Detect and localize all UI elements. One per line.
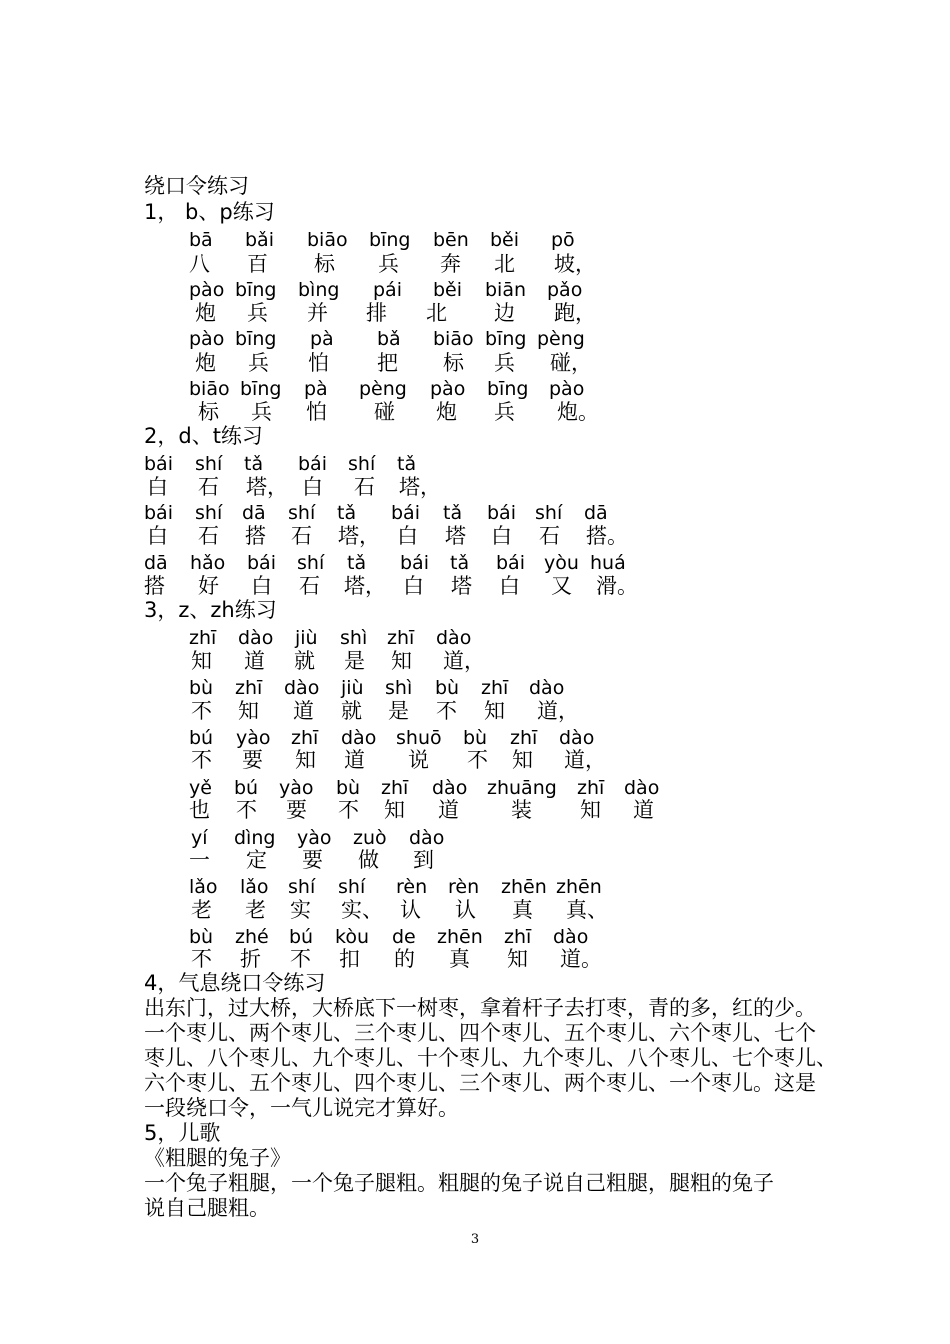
pinyin-syllable: dìng: [234, 827, 276, 849]
hanzi-character: 真: [512, 898, 533, 922]
pinyin-syllable: pǎo: [547, 279, 583, 301]
pinyin-syllable: bīng: [235, 279, 277, 301]
pinyin-syllable: pō: [551, 229, 575, 251]
pinyin-syllable: lǎo: [240, 876, 269, 898]
hanzi-character: 搭: [144, 574, 165, 598]
poem-title: 《粗腿的兔子》: [144, 1146, 291, 1170]
pinyin-syllable: shuō: [396, 727, 442, 749]
hanzi-character: 塔: [451, 574, 472, 598]
hanzi-character: 不: [191, 699, 212, 723]
hanzi-character: 坡，: [554, 252, 596, 276]
hanzi-character: 道: [633, 798, 654, 822]
hanzi-character: 边: [494, 301, 515, 325]
section-heading-zzh: 3，z、zh练习: [144, 598, 277, 622]
hanzi-character: 就: [341, 699, 362, 723]
pinyin-syllable: bīng: [369, 229, 411, 251]
hanzi-character: 北: [426, 301, 447, 325]
pinyin-syllable: bù: [435, 677, 460, 699]
hanzi-character: 不: [236, 798, 257, 822]
hanzi-character: 知: [507, 947, 528, 971]
pinyin-syllable: dào: [624, 777, 660, 799]
paragraph-line: 出东门，过大桥，大桥底下一树枣，拿着杆子去打枣，青的多，红的少。: [144, 996, 816, 1020]
pinyin-syllable: yào: [236, 727, 271, 749]
hanzi-character: 实: [290, 898, 311, 922]
hanzi-character: 塔: [445, 524, 466, 548]
pinyin-syllable: bái: [144, 502, 173, 524]
pinyin-syllable: bái: [144, 453, 173, 475]
hanzi-character: 把: [377, 351, 398, 375]
hanzi-character: 道，: [564, 748, 606, 772]
hanzi-character: 知: [191, 649, 212, 673]
pinyin-syllable: dào: [284, 677, 320, 699]
hanzi-character: 认: [400, 898, 421, 922]
pinyin-syllable: biāo: [433, 328, 474, 350]
paragraph-line: 一个枣儿、两个枣儿、三个枣儿、四个枣儿、五个枣儿、六个枣儿、七个: [144, 1021, 816, 1045]
hanzi-character: 道: [244, 649, 265, 673]
pinyin-syllable: zhuāng: [487, 777, 557, 799]
hanzi-character: 白: [499, 574, 520, 598]
hanzi-character: 不: [467, 748, 488, 772]
pinyin-syllable: zhēn: [501, 876, 547, 898]
hanzi-character: 百: [247, 252, 268, 276]
pinyin-syllable: dào: [341, 727, 377, 749]
pinyin-syllable: pà: [310, 328, 334, 350]
pinyin-syllable: bù: [336, 777, 361, 799]
hanzi-character: 八: [189, 252, 210, 276]
pinyin-syllable: běi: [490, 229, 520, 251]
pinyin-syllable: rèn: [396, 876, 428, 898]
hanzi-character: 是: [388, 699, 409, 723]
breath-paragraph: [144, 996, 837, 1121]
pinyin-syllable: dā: [584, 502, 608, 524]
hanzi-character: 不: [191, 748, 212, 772]
pinyin-syllable: pào: [549, 378, 585, 400]
hanzi-character: 不: [436, 699, 457, 723]
pinyin-syllable: bú: [189, 727, 214, 749]
pinyin-syllable: bǎ: [377, 328, 401, 350]
hanzi-character: 道: [344, 748, 365, 772]
pinyin-syllable: bái: [298, 453, 327, 475]
pinyin-syllable: tǎ: [244, 453, 264, 475]
pinyin-syllable: bú: [289, 926, 314, 948]
pinyin-syllable: jiù: [341, 677, 364, 699]
hanzi-character: 折: [240, 947, 261, 971]
section-heading-bp: 1， b、p练习: [144, 200, 275, 224]
pinyin-syllable: dào: [409, 827, 445, 849]
section-heading-dt: 2，d、t练习: [144, 424, 263, 448]
hanzi-character: 白: [147, 524, 168, 548]
pinyin-syllable: dā: [144, 552, 168, 574]
paragraph-line: 一段绕口令，一气儿说完才算好。: [144, 1096, 459, 1120]
hanzi-character: 石: [291, 524, 312, 548]
pinyin-syllable: rèn: [448, 876, 480, 898]
pinyin-syllable: bái: [400, 552, 429, 574]
pinyin-syllable: shí: [338, 876, 366, 898]
pinyin-syllable: shì: [340, 627, 368, 649]
pinyin-syllable: biāo: [189, 378, 230, 400]
pinyin-syllable: shí: [288, 502, 316, 524]
pinyin-syllable: shí: [535, 502, 563, 524]
hanzi-character: 石: [299, 574, 320, 598]
pinyin-syllable: bīng: [235, 328, 277, 350]
hanzi-character: 知: [512, 748, 533, 772]
hanzi-character: 装: [511, 798, 532, 822]
pinyin-syllable: pà: [304, 378, 328, 400]
hanzi-character: 知: [484, 699, 505, 723]
hanzi-character: 炮。: [557, 400, 599, 424]
pinyin-syllable: zhēn: [556, 876, 602, 898]
pinyin-syllable: zhēn: [437, 926, 483, 948]
pinyin-syllable: zhī: [387, 627, 415, 649]
hanzi-character: 的: [394, 947, 415, 971]
pinyin-syllable: zhé: [235, 926, 269, 948]
hanzi-character: 塔，: [338, 524, 380, 548]
hanzi-character: 碰，: [550, 351, 592, 375]
hanzi-character: 怕: [308, 351, 329, 375]
hanzi-character: 道: [293, 699, 314, 723]
hanzi-character: 跑，: [554, 301, 596, 325]
hanzi-character: 搭。: [586, 524, 628, 548]
pinyin-syllable: pào: [189, 279, 225, 301]
pinyin-syllable: yào: [279, 777, 314, 799]
pinyin-syllable: bù: [189, 926, 214, 948]
pinyin-syllable: zuò: [353, 827, 387, 849]
pinyin-syllable: jiù: [295, 627, 318, 649]
pinyin-syllable: huá: [590, 552, 626, 574]
hanzi-character: 白: [403, 574, 424, 598]
pinyin-syllable: shí: [195, 502, 223, 524]
pinyin-syllable: pèng: [537, 328, 585, 350]
paragraph-line: 说自己腿粗。: [144, 1196, 270, 1220]
hanzi-character: 标: [198, 400, 219, 424]
hanzi-character: 兵: [247, 301, 268, 325]
hanzi-character: 知: [580, 798, 601, 822]
page-title: 绕口令练习: [144, 174, 249, 198]
pinyin-syllable: hǎo: [190, 552, 226, 574]
pinyin-syllable: tǎ: [337, 502, 357, 524]
hanzi-character: 石: [198, 524, 219, 548]
pinyin-syllable: zhī: [235, 677, 263, 699]
hanzi-character: 好: [198, 574, 219, 598]
hanzi-character: 真: [449, 947, 470, 971]
pinyin-syllable: de: [392, 926, 416, 948]
hanzi-character: 道: [438, 798, 459, 822]
hanzi-character: 怕: [306, 400, 327, 424]
hanzi-character: 知: [391, 649, 412, 673]
hanzi-character: 实、: [341, 898, 383, 922]
pinyin-syllable: dào: [436, 627, 472, 649]
pinyin-syllable: pào: [189, 328, 225, 350]
hanzi-character: 不: [191, 947, 212, 971]
hanzi-character: 兵: [494, 351, 515, 375]
hanzi-character: 老: [245, 898, 266, 922]
pinyin-syllable: shí: [348, 453, 376, 475]
hanzi-character: 知: [238, 699, 259, 723]
pinyin-syllable: dào: [529, 677, 565, 699]
pinyin-syllable: pái: [373, 279, 402, 301]
pinyin-syllable: shí: [288, 876, 316, 898]
hanzi-character: 排: [366, 301, 387, 325]
hanzi-character: 一: [189, 848, 210, 872]
pinyin-syllable: bù: [189, 677, 214, 699]
hanzi-character: 白: [251, 574, 272, 598]
hanzi-character: 真、: [566, 898, 608, 922]
hanzi-character: 道，: [537, 699, 579, 723]
hanzi-character: 炮: [195, 301, 216, 325]
page-number: 3: [470, 1232, 480, 1247]
hanzi-character: 兵: [248, 351, 269, 375]
paragraph-line: 六个枣儿、五个枣儿、四个枣儿、三个枣儿、两个枣儿、一个枣儿。这是: [144, 1071, 816, 1095]
hanzi-character: 道，: [443, 649, 485, 673]
hanzi-character: 白: [491, 524, 512, 548]
pinyin-syllable: biān: [485, 279, 527, 301]
pinyin-syllable: zhī: [381, 777, 409, 799]
hanzi-character: 扣: [339, 947, 360, 971]
hanzi-character: 碰: [374, 400, 395, 424]
hanzi-character: 塔，: [344, 574, 386, 598]
pinyin-syllable: zhī: [510, 727, 538, 749]
hanzi-character: 塔，: [246, 475, 288, 499]
hanzi-character: 北: [494, 252, 515, 276]
pinyin-syllable: bìng: [298, 279, 340, 301]
hanzi-character: 石: [354, 475, 375, 499]
pinyin-syllable: bù: [463, 727, 488, 749]
hanzi-character: 石: [539, 524, 560, 548]
hanzi-character: 定: [246, 848, 267, 872]
pinyin-syllable: bái: [247, 552, 276, 574]
pinyin-syllable: bái: [391, 502, 420, 524]
hanzi-character: 标: [314, 252, 335, 276]
pinyin-syllable: dào: [238, 627, 274, 649]
hanzi-character: 知: [384, 798, 405, 822]
pinyin-syllable: zhī: [291, 727, 319, 749]
pinyin-syllable: kòu: [335, 926, 369, 948]
hanzi-character: 不: [338, 798, 359, 822]
hanzi-character: 要: [242, 748, 263, 772]
paragraph-line: 枣儿、八个枣儿、九个枣儿、十个枣儿、九个枣儿、八个枣儿、七个枣儿、: [144, 1046, 837, 1070]
pinyin-syllable: yí: [191, 827, 208, 849]
pinyin-syllable: pào: [430, 378, 466, 400]
hanzi-character: 白: [302, 475, 323, 499]
pinyin-syllable: zhī: [577, 777, 605, 799]
pinyin-syllable: bái: [496, 552, 525, 574]
section-heading-breath: 4，气息绕口令练习: [144, 971, 326, 995]
pinyin-syllable: bīng: [240, 378, 282, 400]
pinyin-syllable: yào: [297, 827, 332, 849]
hanzi-character: 滑。: [596, 574, 638, 598]
hanzi-character: 并: [307, 301, 328, 325]
pinyin-syllable: dào: [432, 777, 468, 799]
hanzi-character: 要: [286, 798, 307, 822]
pinyin-syllable: bīng: [485, 328, 527, 350]
pinyin-syllable: bǎi: [245, 229, 274, 251]
pinyin-syllable: dào: [553, 926, 589, 948]
hanzi-character: 又: [551, 574, 572, 598]
hanzi-character: 石: [198, 475, 219, 499]
pinyin-syllable: dā: [242, 502, 266, 524]
hanzi-character: 也: [189, 798, 210, 822]
hanzi-character: 到: [413, 848, 434, 872]
section-heading-song: 5，儿歌: [144, 1121, 221, 1145]
hanzi-character: 白: [397, 524, 418, 548]
pinyin-syllable: shí: [195, 453, 223, 475]
hanzi-character: 要: [302, 848, 323, 872]
pinyin-syllable: tǎ: [450, 552, 470, 574]
pinyin-syllable: zhī: [481, 677, 509, 699]
hanzi-character: 知: [295, 748, 316, 772]
hanzi-character: 奔: [440, 252, 461, 276]
pinyin-syllable: bái: [487, 502, 516, 524]
pinyin-syllable: zhī: [504, 926, 532, 948]
pinyin-syllable: bīng: [487, 378, 529, 400]
pinyin-syllable: shí: [297, 552, 325, 574]
pinyin-syllable: zhī: [189, 627, 217, 649]
pinyin-syllable: pèng: [359, 378, 407, 400]
hanzi-character: 老: [191, 898, 212, 922]
pinyin-syllable: dào: [559, 727, 595, 749]
pinyin-syllable: shì: [385, 677, 413, 699]
hanzi-character: 说: [408, 748, 429, 772]
pinyin-syllable: tǎ: [443, 502, 463, 524]
hanzi-character: 炮: [195, 351, 216, 375]
hanzi-character: 标: [443, 351, 464, 375]
hanzi-character: 做: [358, 848, 379, 872]
hanzi-character: 是: [344, 649, 365, 673]
hanzi-character: 塔，: [399, 475, 441, 499]
pinyin-syllable: tǎ: [347, 552, 367, 574]
pinyin-syllable: yě: [189, 777, 212, 799]
pinyin-syllable: bēn: [433, 229, 469, 251]
hanzi-character: 认: [455, 898, 476, 922]
pinyin-syllable: bú: [234, 777, 259, 799]
pinyin-syllable: bā: [189, 229, 213, 251]
pinyin-syllable: biāo: [307, 229, 348, 251]
hanzi-character: 兵: [494, 400, 515, 424]
pinyin-syllable: lǎo: [189, 876, 218, 898]
hanzi-character: 搭: [245, 524, 266, 548]
pinyin-syllable: yòu: [544, 552, 579, 574]
pinyin-syllable: tǎ: [397, 453, 417, 475]
pinyin-syllable: běi: [433, 279, 463, 301]
paragraph-line: 一个兔子粗腿，一个兔子腿粗。粗腿的兔子说自己粗腿，腿粗的兔子: [144, 1171, 774, 1195]
hanzi-character: 就: [294, 649, 315, 673]
hanzi-character: 兵: [251, 400, 272, 424]
hanzi-character: 道。: [560, 947, 602, 971]
hanzi-character: 兵: [378, 252, 399, 276]
hanzi-character: 不: [290, 947, 311, 971]
poem-body: [144, 1171, 824, 1221]
hanzi-character: 炮: [436, 400, 457, 424]
hanzi-character: 白: [147, 475, 168, 499]
